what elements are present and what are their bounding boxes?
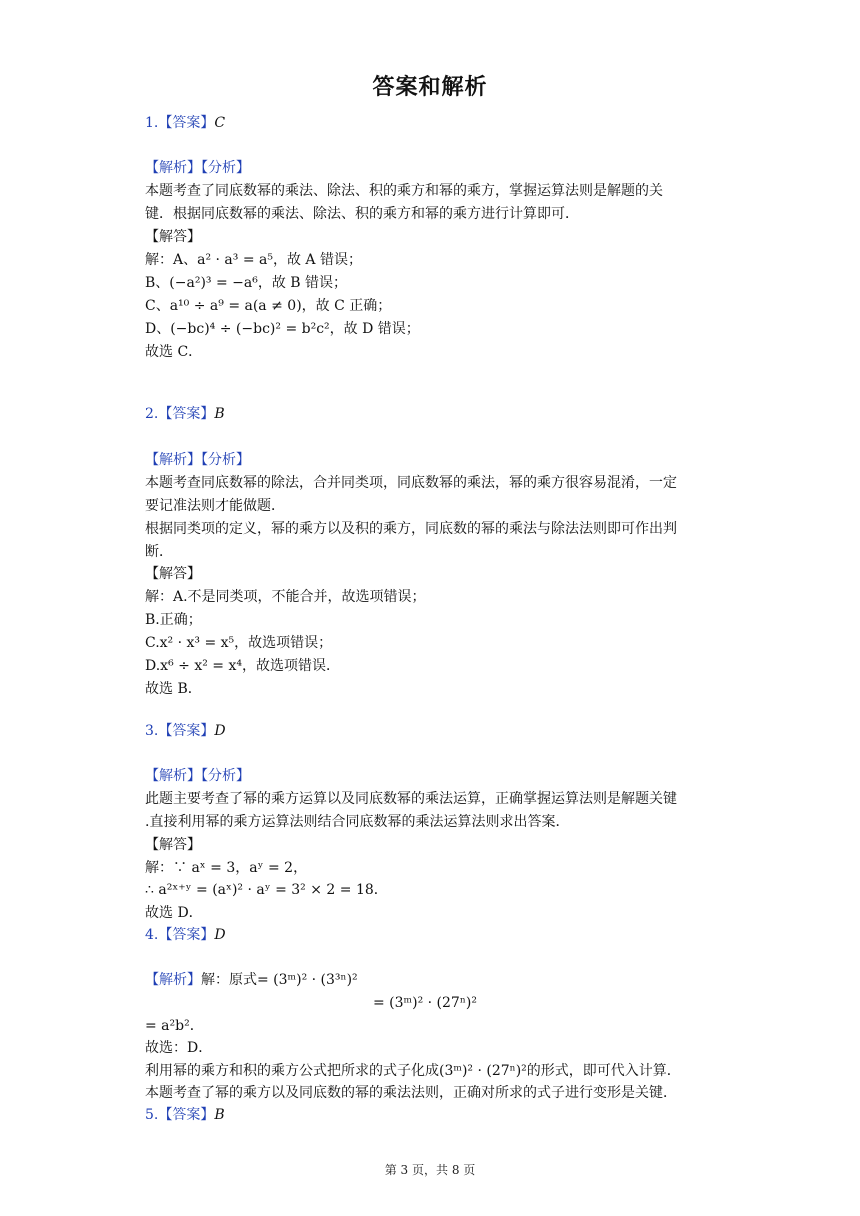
q1-line-c: C、a¹⁰ ÷ a⁹ = a(a ≠ 0)，故 C 正确； xyxy=(145,298,392,314)
q2-line-d: D.x⁶ ÷ x² = x⁴，故选项错误． xyxy=(145,658,340,674)
q2-analysis-4: 断． xyxy=(145,544,173,560)
q3-answer: D xyxy=(214,723,226,739)
q1-analysis-1: 本题考查了同底数幂的乘法、除法、积的乘方和幂的乘方，掌握运算法则是解题的关 xyxy=(145,183,663,199)
q3-analysis-2: .直接利用幂的乘方运算法则结合同底数幂的乘法运算法则求出答案． xyxy=(145,814,570,830)
q1-line-d: D、(−bc)⁴ ÷ (−bc)² = b²c²，故 D 错误； xyxy=(145,321,420,337)
q2-analysis-2: 要记准法则才能做题． xyxy=(145,498,285,514)
q5-answer-head: 5.【答案】 xyxy=(145,1107,215,1123)
q4-answer-head: 4.【答案】 xyxy=(145,927,215,943)
q2-analysis-3: 根据同类项的定义，幂的乘方以及积的乘方，同底数的幂的乘法与除法法则即可作出判 xyxy=(145,521,677,537)
q1-line-b: B、(−a²)³ = −a⁶，故 B 错误； xyxy=(145,275,348,291)
q1-line-a: 解：A、a² · a³ = a⁵，故 A 错误； xyxy=(145,252,362,268)
q4-answer: D xyxy=(214,927,226,943)
q4-line-3: = a²b²． xyxy=(145,1018,204,1034)
q2-analysis-head: 【解析】【分析】 xyxy=(145,452,250,468)
q3-solution-head: 【解答】 xyxy=(145,837,201,853)
q5-answer-line xyxy=(145,1105,225,1125)
q3-answer-head: 3.【答案】 xyxy=(145,723,215,739)
q4-line-4: 故选：D． xyxy=(145,1040,213,1056)
q3-line-2: ∴ a²ˣ⁺ʸ = (aˣ)² · aʸ = 3² × 2 = 18． xyxy=(145,882,388,898)
q2-answer: B xyxy=(214,406,225,422)
q2-analysis-1: 本题考查同底数幂的除法，合并同类项，同底数幂的乘法，幂的乘方很容易混淆，一定 xyxy=(145,475,677,491)
document-title: 答案和解析 xyxy=(372,75,488,100)
q2-conclusion: 故选 B． xyxy=(145,681,202,697)
q3-analysis-head: 【解析】【分析】 xyxy=(145,768,250,784)
q2-line-b: B.正确； xyxy=(145,612,202,628)
q4-line-1-row xyxy=(145,970,358,990)
page-footer: 第 3 页，共 8 页 xyxy=(384,1163,476,1177)
q1-conclusion: 故选 C． xyxy=(145,344,203,360)
q4-line-5: 利用幂的乘方和积的乘方公式把所求的式子化成(3ᵐ)² · (27ⁿ)²的形式，即可代入计算． xyxy=(145,1063,681,1079)
q4-answer-line xyxy=(145,925,226,945)
q5-answer: B xyxy=(214,1107,225,1123)
q4-line-6: 本题考查了幂的乘方以及同底数的幂的乘法法则，正确对所求的式子进行变形是关键． xyxy=(145,1085,677,1101)
q3-analysis-1: 此题主要考查了幂的乘方运算以及同底数幂的乘法运算，正确掌握运算法则是解题关键 xyxy=(145,791,677,807)
q1-solution-head: 【解答】 xyxy=(145,229,201,245)
q4-line-1: 解：原式= (3ᵐ)² · (3³ⁿ)² xyxy=(201,972,358,988)
q2-answer-head: 2.【答案】 xyxy=(145,406,215,422)
q1-answer-line xyxy=(145,113,225,133)
q2-solution-head: 【解答】 xyxy=(145,566,201,582)
q1-analysis-head: 【解析】【分析】 xyxy=(145,160,250,176)
q3-line-1: 解：∵ aˣ = 3，aʸ = 2， xyxy=(145,860,308,876)
q1-answer: C xyxy=(214,115,226,131)
q1-answer-head: 1.【答案】 xyxy=(145,115,215,131)
q2-answer-line xyxy=(145,404,225,424)
q3-answer-line xyxy=(145,721,226,741)
q1-analysis-2: 键．根据同底数幂的乘法、除法、积的乘方和幂的乘方进行计算即可． xyxy=(145,206,579,222)
q2-line-c: C.x² · x³ = x⁵，故选项错误； xyxy=(145,635,333,651)
q4-line-2: = (3ᵐ)² · (27ⁿ)² xyxy=(373,995,477,1011)
q2-line-a: 解：A.不是同类项，不能合并，故选项错误； xyxy=(145,589,426,605)
q3-conclusion: 故选 D． xyxy=(145,905,203,921)
q4-analysis-tag: 【解析】 xyxy=(145,972,201,988)
